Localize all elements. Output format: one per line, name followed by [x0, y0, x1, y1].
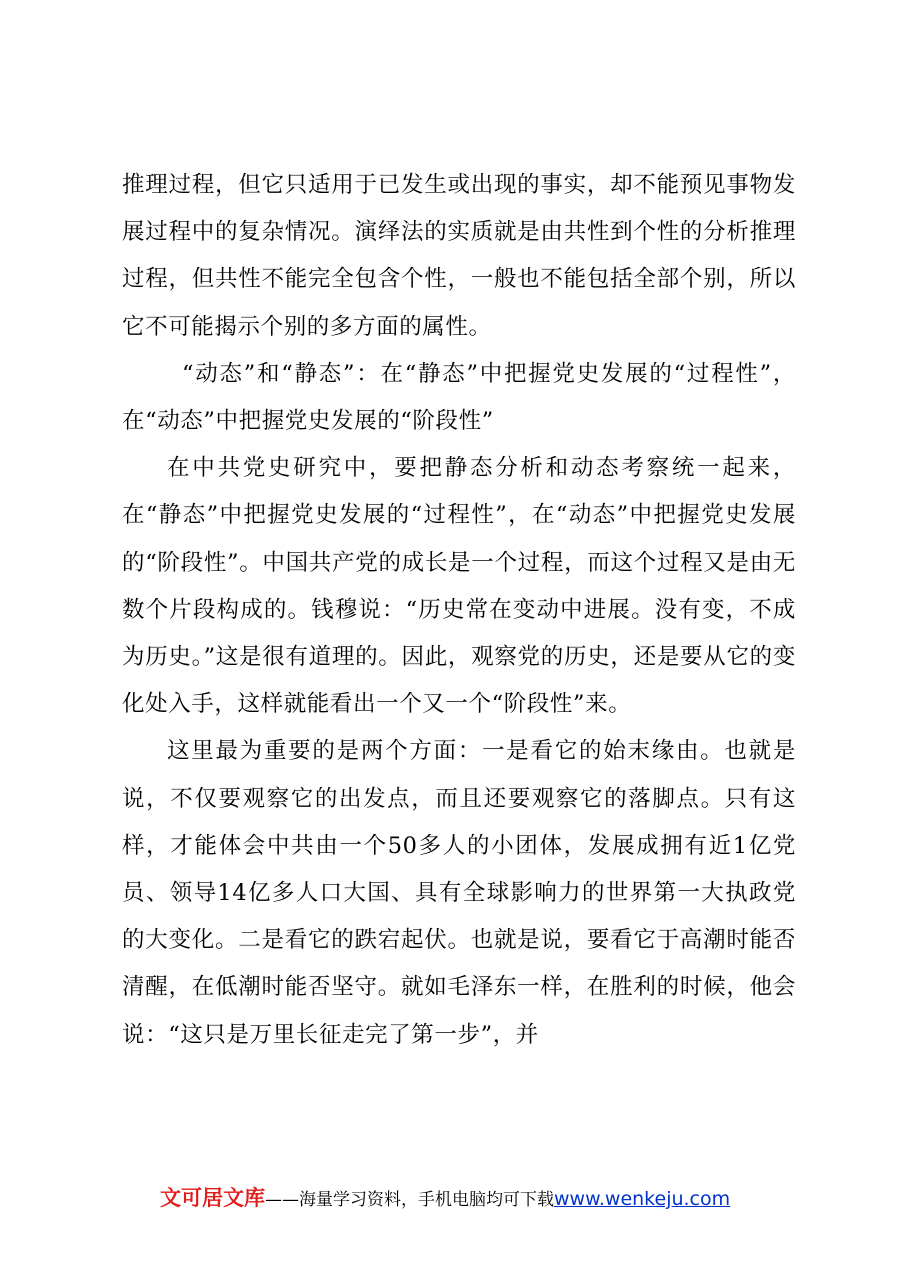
- footer-website-link[interactable]: www.wenkeju.com: [554, 1188, 731, 1210]
- paragraph-continuation: 推理过程，但它只适用于已发生或出现的事实，却不能预见事物发展过程中的复杂情况。演绎法的实质就是由共性到个性的分析推理过程，但共性不能完全包含个性，一般也不能包括全部个别，所以它不可能揭示个别的多方面的属性。: [122, 172, 796, 340]
- footer-watermark: [160, 1180, 780, 1216]
- paragraph-two-aspects: 这里最为重要的是两个方面：一是看它的始末缘由。也就是说，不仅要观察它的出发点，而且还要观察它的落脚点。只有这样，才能体会中共由一个50多人的小团体，发展成拥有近1亿党员、领导14亿多人口大国、具有全球影响力的世界第一大执政党的大变化。二是看它的跌宕起伏。也就是说，要看它于高潮时能否清醒，在低潮时能否坚守。就如毛泽东一样，在胜利的时候，他会说：“这只是万里长征走完了第一步”，并: [122, 738, 796, 1048]
- paragraph-dynamic-static: 在中共党史研究中，要把静态分析和动态考察统一起来，在“静态”中把握党史发展的“过程性”，在“动态”中把握党史发展的“阶段性”。中国共产党的成长是一个过程，而这个过程又是由无数个片段构成的。钱穆说：“历史常在变动中进展。没有变，不成为历史。”这是很有道理的。因此，观察党的历史，还是要从它的变化处入手，这样就能看出一个又一个“阶段性”来。: [122, 455, 796, 718]
- section-heading: “动态”和“静态”：在“静态”中把握党史发展的“过程性”，在“动态”中把握党史发展的“阶段性”: [122, 360, 796, 435]
- document-body: [122, 162, 796, 1059]
- footer-brand: 文可居文库: [160, 1186, 265, 1210]
- footer-description: ——海量学习资料，手机电脑均可下载: [265, 1190, 554, 1210]
